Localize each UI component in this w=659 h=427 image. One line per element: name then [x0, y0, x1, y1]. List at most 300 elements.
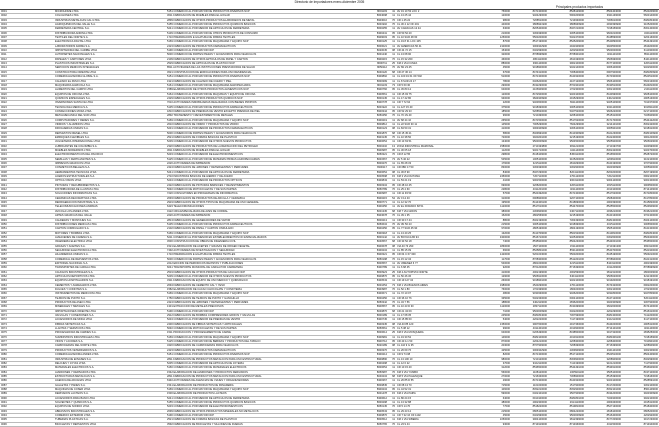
cell-c2: 6804220000 [548, 409, 585, 413]
cell-name: VIDRIOS Y ALUMINIOS LTDA [54, 122, 166, 126]
cell-city: 25 [388, 270, 396, 274]
cell-activity: 5231 COMERCIO AL POR MENOR DE PRODUCTOS FARMACEUTICOS [166, 127, 360, 131]
cell-activity: 5241 COMERCIO AL POR MENOR DE ARTICULOS DE FERRETERIA [166, 170, 360, 174]
cell-c1: 4002199000 [511, 270, 548, 274]
cell-n: 290000 [484, 83, 511, 87]
cell-c1: 7210490000 [511, 114, 548, 118]
cell-name: IMPRESOS GRAFICOS LTDA [54, 162, 166, 166]
cell-phone: 8050765 [360, 422, 388, 426]
cell-c2: 8501520000 [548, 231, 585, 235]
cell-c3: 3812310000 [585, 270, 622, 274]
cell-c4: 7010901000 [622, 340, 659, 344]
cell-id: 0017 [0, 79, 54, 83]
cell-c1: 8474310000 [511, 70, 548, 74]
cell-city: 05 [388, 274, 396, 278]
cell-address: AV 5 40 22 [396, 157, 484, 161]
cell-c2: 1804000000 [548, 288, 585, 292]
cell-id: 0039 [0, 175, 54, 179]
cell-name: CAUCHOS INDUSTRIALES S.A. [54, 270, 166, 274]
cell-c4: 9018191000 [622, 279, 659, 283]
cell-city: 11 [388, 296, 396, 300]
cell-c2: 8544491000 [548, 366, 585, 370]
cell-c3: 8523510000 [585, 353, 622, 357]
cell-phone: 8050112 [360, 66, 388, 70]
cell-c3: 4011209000 [585, 266, 622, 270]
cell-n: 93000 [484, 422, 511, 426]
cell-c1: 4801000000 [511, 261, 548, 265]
cell-phone: 8300981 [360, 335, 388, 339]
cell-c2: 7308400000 [548, 70, 585, 74]
cell-c1: 3304990000 [511, 31, 548, 35]
cell-c1: 6402990000 [511, 413, 548, 417]
cell-n: 260000 [484, 279, 511, 283]
cell-c1: 8409991000 [511, 131, 548, 135]
cell-id: 0045 [0, 201, 54, 205]
cell-n: 510000 [484, 75, 511, 79]
cell-c3: 2933399900 [585, 23, 622, 27]
cell-c3: 2909430000 [585, 400, 622, 404]
cell-c3: 3923309900 [585, 301, 622, 305]
cell-id: 0087 [0, 383, 54, 387]
cell-c4: 8504409000 [622, 353, 659, 357]
cell-city: 76 [388, 135, 396, 139]
cell-city: 11 [388, 40, 396, 44]
cell-n: 1580000 [484, 144, 511, 148]
cell-c2: 9026200000 [548, 292, 585, 296]
cell-city: 08 [388, 244, 396, 248]
cell-n: 560000 [484, 370, 511, 374]
cell-activity: 2521 FABRICACION DE FORMAS BASICAS DE PLASTICO [166, 418, 360, 422]
cell-phone: 8600845 [360, 383, 388, 387]
cell-activity: 2813 FABRICACION DE GENERADORES DE VAPOR [166, 218, 360, 222]
cell-activity: 2430 FABRICACION DE FIBRAS SINTETICAS Y ARTIFICIALES [166, 322, 360, 326]
cell-activity: 1521 ELABORACION DE ACEITES Y GRASAS DE ORIGEN VEGETAL [166, 244, 360, 248]
cell-name: SEMILLAS Y FERTILIZANTES S.A. [54, 157, 166, 161]
cell-n: 64000 [484, 396, 511, 400]
cell-c1: 8516710000 [511, 235, 548, 239]
cell-n: 92000 [484, 266, 511, 270]
cell-city: 76 [388, 422, 396, 426]
cell-id: 0068 [0, 301, 54, 305]
cell-n: 78000 [484, 79, 511, 83]
cell-phone: 8600399 [360, 79, 388, 83]
cell-c3: 8716399000 [585, 344, 622, 348]
cell-n: 760000 [484, 288, 511, 292]
cell-c1: 8535900000 [511, 240, 548, 244]
cell-address: CR 11 93 53 [396, 192, 484, 196]
cell-id: 0021 [0, 96, 54, 100]
cell-name: EQUIPOS HOSPITALARIOS S.A. [54, 279, 166, 283]
cell-id: 0036 [0, 162, 54, 166]
cell-c3: 3923309900 [585, 166, 622, 170]
cell-c2: 8714960000 [548, 422, 585, 426]
cell-c4: 8421310000 [622, 257, 659, 261]
cell-address: KM 1 VIA SIBERIA [396, 418, 484, 422]
cell-n: 74000 [484, 240, 511, 244]
cell-c1: 4011201000 [511, 188, 548, 192]
cell-name: MINERALES Y METALES S.A. [54, 305, 166, 309]
cell-c2: 7304390000 [548, 218, 585, 222]
cell-address: KM 6 VIA MOSQUERA [396, 331, 484, 335]
cell-c1: 9503009900 [511, 140, 548, 144]
cell-n: 203000 [484, 344, 511, 348]
cell-id: 0034 [0, 153, 54, 157]
cell-c1: 2710193800 [511, 144, 548, 148]
cell-address: CR 1 45 22 [396, 18, 484, 22]
cell-activity: 5164 COMERCIO AL POR MAYOR DE MAQUINAS Y EQUIPO DE OFICINA [166, 92, 360, 96]
cell-n: 67000 [484, 70, 511, 74]
cell-address: CL 10 38 50 [396, 135, 484, 139]
cell-city: 05 [388, 31, 396, 35]
cell-phone: 8600771 [360, 201, 388, 205]
cell-id: 0061 [0, 270, 54, 274]
cell-c1: 8471300000 [511, 10, 548, 14]
cell-c4: 8481809900 [622, 70, 659, 74]
cell-c4: 8714940000 [622, 422, 659, 426]
cell-name: JUGUETERIA INTERNACIONAL LTDA [54, 140, 166, 144]
cell-c1: 8471300000 [511, 75, 548, 79]
cell-name: COLCHONES LTDA [54, 14, 166, 18]
cell-phone: 8900215 [360, 196, 388, 200]
cell-activity: 2423 FABRICACION DE PRODUCTOS FARMACEUTICOS [166, 44, 360, 48]
cell-n: 176000 [484, 162, 511, 166]
cell-c3: 9506620000 [585, 274, 622, 278]
cell-phone: 8600298 [360, 400, 388, 404]
cell-activity: 4521 CONSTRUCCION DE EDIFICACIONES PARA USO RESIDENCIAL [166, 70, 360, 74]
cell-c2: 1517900000 [548, 383, 585, 387]
cell-c2: 8452900000 [548, 387, 585, 391]
cell-name: INDUSTRIAS METALICAS CALI LTDA [54, 18, 166, 22]
cell-c1: 8523492000 [511, 192, 548, 196]
cell-n: 117000 [484, 257, 511, 261]
cell-address: CL 110 9 G 35 [396, 344, 484, 348]
cell-activity: 5030 COMERCIO DE PARTES PIEZAS Y ACCESORIOS PARA VEHICULOS [166, 257, 360, 261]
cell-c4: 8523510000 [622, 75, 659, 79]
cell-c4: 3305900000 [622, 166, 659, 170]
cell-c2: 3306100000 [548, 127, 585, 131]
cell-id: 0007 [0, 36, 54, 40]
cell-n: 41000 [484, 179, 511, 183]
cell-phone: 8600021 [360, 44, 388, 48]
cell-id: 0069 [0, 305, 54, 309]
cell-c1: 9018900000 [511, 66, 548, 70]
cell-id: 0056 [0, 248, 54, 252]
cell-c3: 8525500000 [585, 205, 622, 209]
cell-activity: 5241 COMERCIO AL POR MENOR DE ARTICULOS DE FERRETERIA [166, 396, 360, 400]
cell-address: CL 19 30 52 [396, 335, 484, 339]
cell-address: CL 13 68 90 [396, 53, 484, 57]
cell-city: 05 [388, 387, 396, 391]
cell-phone: 8300654 [360, 140, 388, 144]
cell-name: INSTRUMENTOS DE MEDICION LTDA [54, 292, 166, 296]
cell-c2: 8517120000 [548, 353, 585, 357]
cell-c2: 8443320000 [548, 379, 585, 383]
cell-address: CL 50 46 36 [396, 274, 484, 278]
cell-name: LLANTAS Y SERVICIOS LTDA [54, 327, 166, 331]
cell-activity: 5169 COMERCIO AL POR MAYOR DE MAQUINARIA Y EQUIPO NCP [166, 40, 360, 44]
cell-c4: 3917230000 [622, 418, 659, 422]
cell-c4: 8301400000 [622, 27, 659, 31]
cell-phone: 8600567 [360, 261, 388, 265]
cell-c1: 8708999900 [511, 53, 548, 57]
cell-c3: 8714101000 [585, 327, 622, 331]
cell-address: KM 3 VIA YUMBO [396, 370, 484, 374]
cell-c3: 4015110000 [585, 222, 622, 226]
cell-name: ALMIDONES Y DERIVADOS LTDA [54, 370, 166, 374]
cell-phone: 8900678 [360, 244, 388, 248]
cell-phone: 8001240 [360, 53, 388, 57]
cell-activity: 2610 FABRICACION DE VIDRIO Y PRODUCTOS DE VIDRIO [166, 122, 360, 126]
cell-c3: 8481300000 [585, 218, 622, 222]
cell-id: 0073 [0, 322, 54, 326]
cell-c2: 4011100000 [548, 188, 585, 192]
cell-c3: 8516400000 [585, 413, 622, 417]
cell-n: 54000 [484, 318, 511, 322]
cell-name: FERRETERIA CENTRAL S.A. [54, 27, 166, 31]
cell-c1: 8482100000 [511, 335, 548, 339]
cell-c2: 8438500000 [548, 331, 585, 335]
cell-activity: 2423 FABRICACION DE PRODUCTOS FARMACEUTICOS [166, 348, 360, 352]
cell-c3: 3602000000 [585, 305, 622, 309]
cell-city: 76 [388, 114, 396, 118]
cell-c3: 4202290000 [585, 309, 622, 313]
cell-address: AV CARACAS 12 44 [396, 27, 484, 31]
cell-name: SERVICIOS MEDICOS INTEGRALES [54, 66, 166, 70]
cell-id: 0063 [0, 279, 54, 283]
cell-phone: 8900345 [360, 322, 388, 326]
cell-name: TECNOLOGIA MEDICA S.A. [54, 105, 166, 109]
cell-city: 11 [388, 353, 396, 357]
cell-name: PRODUCTOS DE ASEO LTDA [54, 301, 166, 305]
cell-phone: 8600456 [360, 296, 388, 300]
cell-phone: 8300612 [360, 396, 388, 400]
cell-name: LABORATORIOS FARMA S.A. [54, 44, 166, 48]
cell-id: 0065 [0, 288, 54, 292]
cell-c1: 8471300000 [511, 353, 548, 357]
cell-name: TRANSPORTES DE CARGA LTDA [54, 266, 166, 270]
cell-c3: 8445190000 [585, 253, 622, 257]
cell-phone: 8300561 [360, 92, 388, 96]
cell-activity: 2220 ACTIVIDADES DE IMPRESION [166, 162, 360, 166]
cell-c2: 9018390000 [548, 222, 585, 226]
cell-id: 0011 [0, 53, 54, 57]
cell-city: 11 [388, 92, 396, 96]
cell-n: 98000 [484, 18, 511, 22]
cell-c2: 8517620000 [548, 118, 585, 122]
cell-address: CL 65 28 33 [396, 162, 484, 166]
cell-c3: 2941101000 [585, 348, 622, 352]
cell-n: 410000 [484, 270, 511, 274]
cell-phone: 8600255 [360, 27, 388, 31]
cell-phone: 8300318 [360, 231, 388, 235]
cell-n: 71000 [484, 309, 511, 313]
cell-c3: 3214101000 [585, 122, 622, 126]
cell-city: 05 [388, 305, 396, 309]
cell-activity: 5190 COMERCIO AL POR MAYOR NCP [166, 309, 360, 313]
cell-name: INDUSTRIA DE ENVASES S.A. [54, 357, 166, 361]
cell-city: 15 [388, 392, 396, 396]
cell-c2: 9504500000 [548, 140, 585, 144]
cell-phone: 8900543 [360, 409, 388, 413]
products-header: Principales productos importados [555, 5, 604, 9]
cell-id: 0091 [0, 400, 54, 404]
cell-c2: 6402200000 [548, 309, 585, 313]
cell-city: 11 [388, 366, 396, 370]
cell-n: 87000 [484, 40, 511, 44]
cell-name: ACCESORIOS PARA BANO LTDA [54, 396, 166, 400]
cell-c4: 6117100000 [622, 318, 659, 322]
cell-c1: 3215110000 [511, 162, 548, 166]
cell-address: CL 26 69 76 [396, 348, 484, 352]
cell-c1: 8432290000 [511, 83, 548, 87]
cell-c2: 0407110000 [548, 209, 585, 213]
cell-c4: 7318160000 [622, 374, 659, 378]
cell-phone: 8300843 [360, 179, 388, 183]
cell-c4: 2835250000 [622, 331, 659, 335]
cell-address: CR 5 60 30 [396, 83, 484, 87]
cell-address: AV 68 24 10 [396, 118, 484, 122]
cell-c4: 3823110000 [622, 244, 659, 248]
cell-c2: 2836200000 [548, 301, 585, 305]
cell-name: AGROQUIMICOS DEL VALLE S.A. [54, 23, 166, 27]
cell-name: CONFECCIONES MODA LTDA [54, 109, 166, 113]
table-body [0, 10, 659, 427]
cell-activity: 5234 COMERCIO AL POR MENOR DE PRODUCTOS OPTICOS [166, 179, 360, 183]
cell-address: CL 34 7 56 [396, 301, 484, 305]
cell-id: 0055 [0, 244, 54, 248]
cell-activity: 0122 CRIA ESPECIALIZADA DE AVES DE CORRAL [166, 209, 360, 213]
cell-c1: 5208520000 [511, 109, 548, 113]
cell-c3: 8527130000 [585, 405, 622, 409]
cell-activity: 2811 FABRICACION DE PRODUCTOS METALICOS PARA USO ESTRUCTURAL [166, 357, 360, 361]
cell-activity: 5161 COMERCIO AL POR MAYOR DE MAQUINARIA AGROPECUARIA [166, 83, 360, 87]
cell-name: PRODUCTOS VETERINARIOS S.A. [54, 348, 166, 352]
cell-phone: 8050789 [360, 188, 388, 192]
cell-activity: 5135 COMERCIO AL POR MAYOR DE PRODUCTOS FARMACEUTICOS [166, 222, 360, 226]
cell-name: DISTRIBUIDORA ANDINA LTDA [54, 31, 166, 35]
cell-activity: 6340 ACTIVIDADES DE AGENCIAS DE VIAJES Y ORGANIZADORES [166, 379, 360, 383]
cell-address: AV BOYACA 80 94 [396, 235, 484, 239]
cell-c1: 8517190000 [511, 40, 548, 44]
cell-c3: 9505900000 [585, 140, 622, 144]
cell-phone: 8001345 [360, 209, 388, 213]
cell-city: 54 [388, 196, 396, 200]
cell-phone: 8600142 [360, 235, 388, 239]
cell-n: 640000 [484, 331, 511, 335]
cell-address: CL 84 50 31 [396, 127, 484, 131]
cell-c2: 3215110000 [548, 261, 585, 265]
cell-phone: 8050321 [360, 153, 388, 157]
cell-n: 270000 [484, 374, 511, 378]
cell-c3: 2818100000 [585, 409, 622, 413]
cell-name: PAPELES Y CARTONES LTDA [54, 57, 166, 61]
cell-c2: 9003110000 [548, 179, 585, 183]
cell-c2: 9403100000 [548, 92, 585, 96]
cell-c1: 9506910000 [511, 274, 548, 278]
cell-n: 63000 [484, 27, 511, 31]
cell-id: 0031 [0, 140, 54, 144]
cell-c1: 2204210000 [511, 340, 548, 344]
cell-activity: 2429 FABRICACION DE OTROS PRODUCTOS QUIMICOS NCP [166, 96, 360, 100]
cell-name: DULCES Y CONFITES S.A. [54, 288, 166, 292]
cell-activity: 5155 COMERCIO AL POR MAYOR DE PRODUCTOS QUIMICOS BASICOS [166, 23, 360, 27]
cell-n: 82000 [484, 353, 511, 357]
cell-address: KM 3 VIA DUITAMA [396, 175, 484, 179]
cell-activity: 5211 COMERCIO AL POR MENOR EN ESTABLECIMIENTOS NO ESPECIALIZADOS [166, 235, 360, 239]
cell-id: 0076 [0, 335, 54, 339]
cell-address: CR 5 14 70 [396, 405, 484, 409]
cell-c1: 8536500000 [511, 366, 548, 370]
cell-id: 0084 [0, 370, 54, 374]
cell-name: DROGUERIAS UNIDAS S.A. [54, 127, 166, 131]
cell-city: 11 [388, 235, 396, 239]
cell-n: 540000 [484, 261, 511, 265]
cell-c2: 9405409000 [548, 235, 585, 239]
cell-id: 0054 [0, 240, 54, 244]
cell-c3: 8504404000 [585, 10, 622, 14]
cell-n: 335000 [484, 296, 511, 300]
cell-c2: 5402470000 [548, 36, 585, 40]
cell-id: 0028 [0, 127, 54, 131]
cell-activity: 7010 ACTIVIDADES INMOBILIARIAS REALIZADAS CON BIENES PROPIOS [166, 101, 360, 105]
cell-activity: 2912 FABRICACION DE BOMBAS COMPRESORES GRIFOS Y VALVULAS [166, 314, 360, 318]
cell-n: 1250000 [484, 36, 511, 40]
cell-activity: 1530 ELABORACION DE PRODUCTOS LACTEOS [166, 392, 360, 396]
cell-n: 48000 [484, 292, 511, 296]
cell-n: 45000 [484, 413, 511, 417]
cell-address: CL 39 1 35 [396, 214, 484, 218]
cell-name: GALLETAS Y PANES S.A. [54, 383, 166, 387]
cell-city: 11 [388, 101, 396, 105]
cell-n: 2100000 [484, 44, 511, 48]
cell-id: 0014 [0, 66, 54, 70]
cell-address: CL 13 100 10 [396, 357, 484, 361]
cell-c1: 8517610000 [511, 205, 548, 209]
table-row [0, 422, 659, 426]
cell-c2: 8525209000 [548, 40, 585, 44]
cell-phone: 8001103 [360, 10, 388, 14]
cell-activity: 3311 FABRICACION DE EQUIPO DE USO MEDICO Y QUIRURGICO [166, 279, 360, 283]
cell-c2: 8443320000 [548, 75, 585, 79]
cell-c1: 8525801000 [511, 248, 548, 252]
cell-c2: 8481801000 [548, 396, 585, 400]
cell-c3: 2508400000 [585, 196, 622, 200]
cell-c2: 3305100000 [548, 31, 585, 35]
cell-address: CR 27 36 14 [396, 70, 484, 74]
cell-c4: 7117900000 [622, 361, 659, 365]
cell-n: 120000 [484, 92, 511, 96]
cell-id: 0029 [0, 131, 54, 135]
cell-name: REPUESTOS DIESEL LTDA [54, 131, 166, 135]
cell-c3: 8477209000 [585, 418, 622, 422]
cell-phone: 8600598 [360, 175, 388, 179]
cell-c1: 8481804000 [511, 314, 548, 318]
cell-activity: 2521 FABRICACION DE FORMAS BASICAS DE PLASTICO [166, 135, 360, 139]
cell-c2: 3811210000 [548, 144, 585, 148]
cell-c4: 8207199000 [622, 170, 659, 174]
cell-name: CARROCERIAS DEL NORTE LTDA [54, 344, 166, 348]
cell-address: CL 45 80 12 [396, 88, 484, 92]
cell-phone: 8900654 [360, 170, 388, 174]
cell-phone: 8300125 [360, 40, 388, 44]
cell-n: 1120000 [484, 305, 511, 309]
cell-phone: 8001876 [360, 131, 388, 135]
cell-c2: 8418690000 [548, 201, 585, 205]
cell-city: 05 [388, 183, 396, 187]
cell-c3: 2208400000 [585, 340, 622, 344]
cell-c4: 9402900000 [622, 66, 659, 70]
cell-city: 05 [388, 340, 396, 344]
